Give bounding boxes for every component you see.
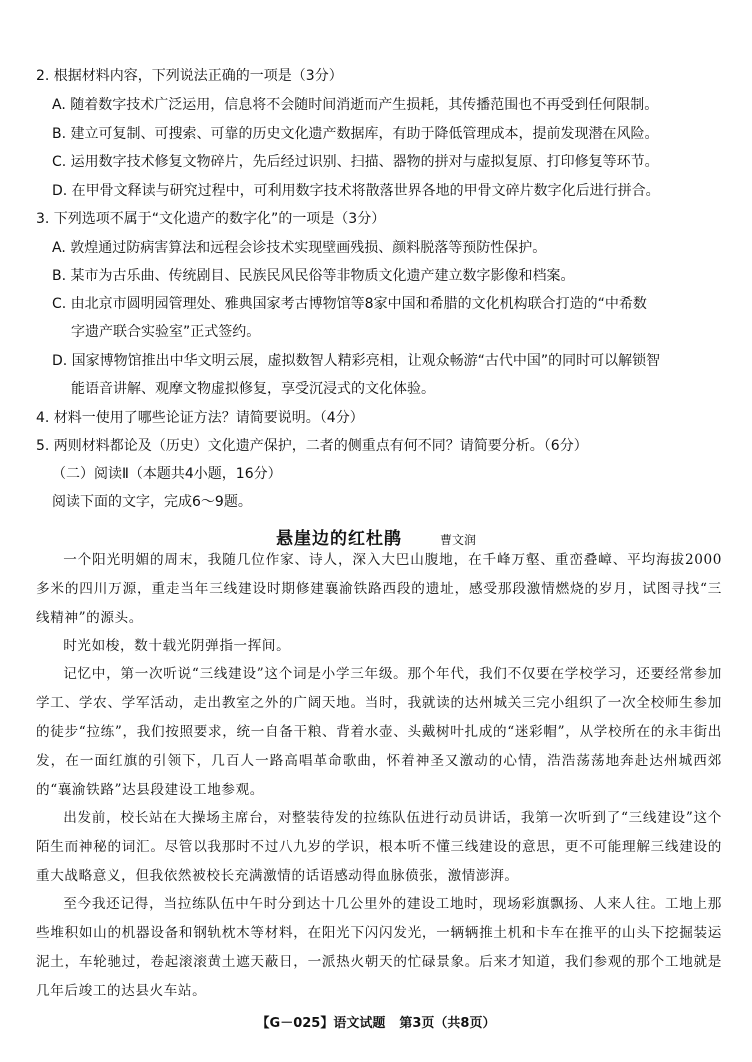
page-footer [0, 1012, 752, 1031]
exam-code: 【G－025】语文试题 [256, 1016, 386, 1031]
question-3-option-b: B. 某市为古乐曲、传统剧目、民族民风民俗等非物质文化遗产建立数字影像和档案。 [52, 268, 575, 284]
question-3-stem: 3. 下列选项不属于“文化遗产的数字化”的一项是（3分） [36, 211, 386, 227]
question-3-option-d-line1: D. 国家博物馆推出中华文明云展，虚拟数智人精彩亮相，让观众畅游“古代中国”的同时可以解锁智 [52, 353, 661, 369]
question-2-option-a: A. 随着数字技术广泛运用，信息将不会随时间消逝而产生损耗，其传播范围也不再受到任何限制。 [52, 97, 659, 113]
question-3-option-a: A. 敦煌通过防病害算法和远程会诊技术实现壁画残损、颜料脱落等预防性保护。 [52, 240, 547, 256]
question-3-option-d-line2: 能语音讲解、观摩文物虚拟修复，享受沉浸式的文化体验。 [71, 381, 435, 397]
question-3-option-c-line1: C. 由北京市圆明园管理处、雅典国家考古博物馆等8家中国和希腊的文化机构联合打造的“中希数 [52, 296, 647, 312]
article-paragraph-5: 至今我还记得，当拉练队伍中午时分到达十几公里外的建设工地时，现场彩旗飘扬、人来人往。工地上那些堆积如山的机器设备和钢轨枕木等材料，在阳光下闪闪发光，一辆辆推土机和卡车在推平的山头下挖掘装运泥土，车轮驰过，卷起滚滚黄土遮天蔽日，一派热火朝天的忙碌景象。后来才知道，我们参观的那个工地就是几年后竣工的达县火车站。 [36, 896, 722, 999]
article-paragraph-1: 一个阳光明媚的周末，我随几位作家、诗人，深入大巴山腹地，在千峰万壑、重峦叠嶂、平均海拔2000多米的四川万源，重走当年三线建设时期修建襄渝铁路西段的遗址，感受那段激情燃烧的岁月，试图寻找“三线精神”的源头。 [36, 552, 722, 626]
section-heading: （二）阅读Ⅱ（本题共4小题，16分） [52, 466, 282, 482]
question-3-option-c [52, 294, 728, 314]
question-5: 5. 两则材料都论及（历史）文化遗产保护，二者的侧重点有何不同？请简要分析。（6分） [36, 438, 588, 454]
article-author: 曹文润 [439, 533, 476, 547]
article-paragraph-2: 时光如梭，数十载光阴弹指一挥间。 [63, 638, 291, 654]
article-title: 悬崖边的红杜鹃 [275, 529, 402, 549]
question-3-option-c-line2: 字遗产联合实验室”正式签约。 [71, 324, 261, 340]
question-2-option-d: D. 在甲骨文释读与研究过程中，可利用数字技术将散落世界各地的甲骨文碎片数字化后进行拼合。 [52, 183, 660, 199]
question-3-option-d [52, 351, 728, 371]
article-paragraph-3: 记忆中，第一次听说“三线建设”这个词是小学三年级。那个年代，我们不仅要在学校学习，还要经常参加学工、学农、学军活动，走出教室之外的广阔天地。当时，我就读的达州城关三完小组织了一次全校师生参加的徒步“拉练”，我们按照要求，统一自备干粮、背着水壶、头戴树叶扎成的“迷彩帽”，从学校所在的永丰街出发，在一面红旗的引领下，几百人一路高唱革命歌曲，怀着神圣又激动的心情，浩浩荡荡地奔赴达州城西郊的“襄渝铁路”达县段建设工地参观。 [36, 666, 722, 798]
question-4: 4. 材料一使用了哪些论证方法？请简要说明。（4分） [36, 410, 364, 426]
page-number: 第3页（共8页） [399, 1016, 496, 1031]
question-2-stem: 2. 根据材料内容，下列说法正确的一项是（3分） [36, 68, 343, 84]
article-paragraph-4: 出发前，校长站在大操场主席台，对整装待发的拉练队伍进行动员讲话，我第一次听到了“三线建设”这个陌生而神秘的词汇。尽管以我那时不过八九岁的学识，根本听不懂三线建设的意思，更不可能理解三线建设的重大战略意义，但我依然被校长充满激情的话语感动得血脉偾张，激情澎湃。 [36, 810, 722, 884]
section-instruction: 阅读下面的文字，完成6～9题。 [52, 494, 252, 510]
question-2-option-b: B. 建立可复制、可搜索、可靠的历史文化遗产数据库，有助于降低管理成本，提前发现潜在风险。 [52, 126, 659, 142]
question-2-option-c: C. 运用数字技术修复文物碎片，先后经过识别、扫描、器物的拼对与虚拟复原、打印修复等环节。 [52, 154, 659, 170]
